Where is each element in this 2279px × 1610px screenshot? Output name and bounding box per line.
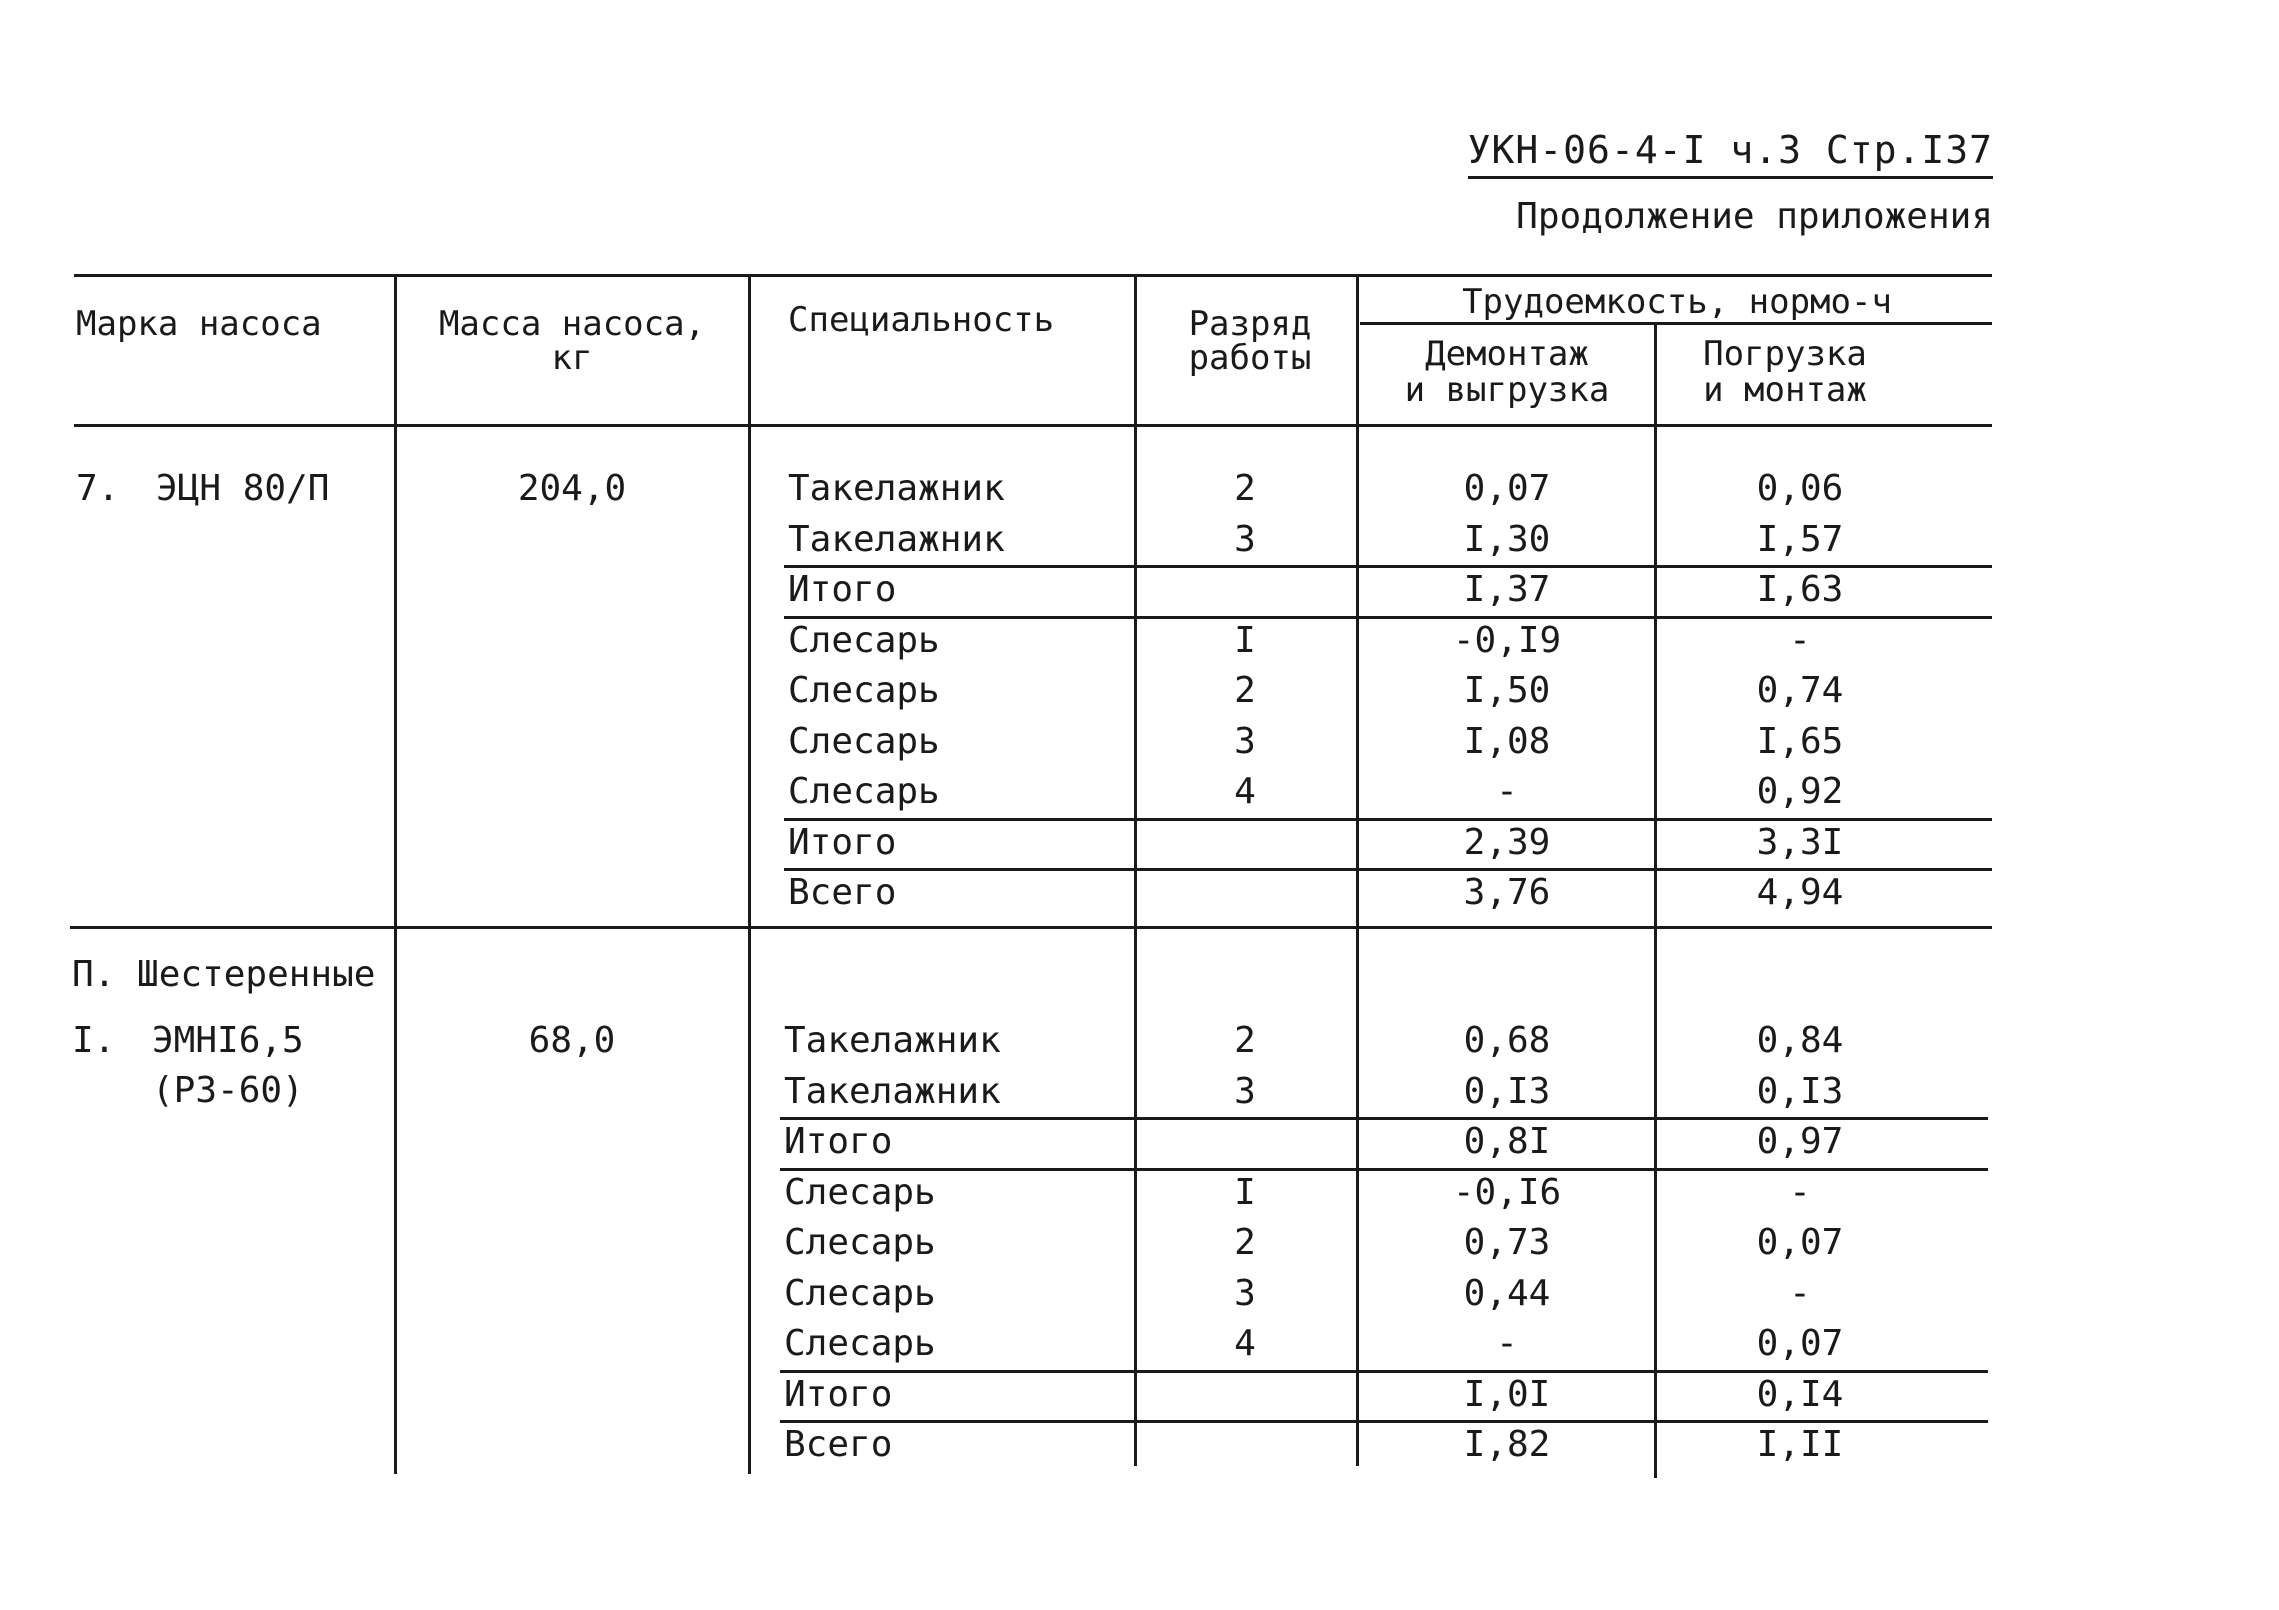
dismount-value-cell: 0,8I [1463, 1121, 1551, 1162]
group-title: П. Шестеренные [72, 954, 376, 995]
loading-value-cell: 0,06 [1756, 468, 1844, 509]
header-mass-line1: Масса насоса, [438, 304, 706, 344]
dismount-value-cell: 0,I3 [1463, 1070, 1551, 1112]
col-divider-2 [748, 274, 751, 1474]
specialty-cell: Итого [788, 569, 897, 610]
specialty-cell: Слесарь [788, 670, 940, 711]
dismount-value-cell: I,0I [1463, 1373, 1551, 1415]
header-bottom-rule [74, 424, 1992, 427]
table-top-rule [74, 274, 1992, 277]
pump-number: 7. [76, 468, 120, 509]
header-labor: Трудоемкость, нормо-ч [1462, 282, 1892, 322]
pump-name: ЭМНI6,5 [152, 1020, 304, 1061]
header-dismount-line1: Демонтаж [1425, 334, 1589, 374]
specialty-cell: Слесарь [788, 720, 940, 762]
specialty-cell: Слесарь [784, 1171, 936, 1213]
specialty-cell: Такелажник [788, 518, 1005, 560]
dismount-value-cell: 0,68 [1463, 1020, 1551, 1061]
loading-value-cell: I,57 [1756, 518, 1844, 560]
grade-cell: I [1234, 1171, 1256, 1213]
dismount-value-cell: -0,I6 [1452, 1171, 1562, 1213]
specialty-cell: Такелажник [784, 1070, 1001, 1112]
header-grade-line2: работы [1188, 338, 1312, 378]
specialty-cell: Слесарь [788, 619, 940, 661]
specialty-cell: Слесарь [784, 1222, 936, 1263]
dismount-value-cell: I,08 [1463, 720, 1551, 762]
specialty-cell: Итого [788, 821, 897, 863]
loading-value-cell: 4,94 [1756, 872, 1844, 913]
subtotal-rule [780, 1420, 1988, 1423]
loading-value-cell: - [1789, 1171, 1811, 1213]
pump-mass: 68,0 [528, 1020, 616, 1061]
loading-value-cell: 0,97 [1756, 1121, 1844, 1162]
loading-value-cell: I,II [1756, 1424, 1844, 1465]
grade-cell: 2 [1234, 1222, 1256, 1263]
subtotal-rule [784, 565, 1992, 568]
pump-model: (РЗ-60) [152, 1070, 304, 1111]
header-dismount-line2: и выгрузка [1404, 370, 1610, 410]
continuation-note: Продолжение приложения [1516, 196, 1993, 237]
specialty-cell: Слесарь [784, 1272, 936, 1314]
pump-name: ЭЦН 80/П [156, 468, 330, 509]
dismount-value-cell: 0,07 [1463, 468, 1551, 509]
specialty-cell: Слесарь [788, 771, 940, 812]
dismount-value-cell: I,30 [1463, 518, 1551, 560]
specialty-cell: Слесарь [784, 1323, 936, 1364]
grade-cell: 3 [1234, 1070, 1256, 1112]
loading-value-cell: 0,I4 [1756, 1373, 1844, 1415]
dismount-value-cell: I,50 [1463, 670, 1551, 711]
section-divider-rule [70, 926, 1992, 929]
header-brand: Марка насоса [76, 304, 322, 344]
subtotal-rule [780, 1370, 1988, 1373]
specialty-cell: Такелажник [788, 468, 1005, 509]
grade-cell: 4 [1234, 1323, 1256, 1364]
specialty-cell: Такелажник [784, 1020, 1001, 1061]
dismount-value-cell: 3,76 [1463, 872, 1551, 913]
dismount-value-cell: 0,44 [1463, 1272, 1551, 1314]
dismount-value-cell: - [1496, 1323, 1518, 1364]
subtotal-rule [780, 1117, 1988, 1120]
subtotal-rule [784, 868, 1992, 871]
pump-mass: 204,0 [517, 468, 627, 509]
specialty-cell: Итого [784, 1121, 893, 1162]
loading-value-cell: 0,84 [1756, 1020, 1844, 1061]
document-page-id: УКН-06-4-I ч.3 Стр.I37 [1468, 128, 1993, 179]
labor-header-rule [1360, 322, 1992, 325]
dismount-value-cell: I,37 [1463, 569, 1551, 610]
specialty-cell: Всего [788, 872, 897, 913]
loading-value-cell: I,63 [1756, 569, 1844, 610]
loading-value-cell: 0,92 [1756, 771, 1844, 812]
specialty-cell: Всего [784, 1424, 893, 1465]
col-divider-5 [1654, 322, 1657, 1478]
loading-value-cell: - [1789, 1272, 1811, 1314]
pump-number: I. [72, 1020, 116, 1061]
subtotal-rule [784, 616, 1992, 619]
col-divider-1 [394, 274, 397, 1474]
dismount-value-cell: - [1496, 771, 1518, 812]
header-mass-line2: кг [551, 338, 593, 378]
dismount-value-cell: 0,73 [1463, 1222, 1551, 1263]
loading-value-cell: 0,07 [1756, 1222, 1844, 1263]
dismount-value-cell: 2,39 [1463, 821, 1551, 863]
header-loading-line2: и монтаж [1703, 370, 1867, 410]
header-specialty: Специальность [788, 300, 1055, 340]
header-loading-line1: Погрузка [1703, 334, 1867, 374]
loading-value-cell: 0,74 [1756, 670, 1844, 711]
grade-cell: 2 [1234, 1020, 1256, 1061]
grade-cell: 3 [1234, 720, 1256, 762]
dismount-value-cell: I,82 [1463, 1424, 1551, 1465]
subtotal-rule [784, 818, 1992, 821]
grade-cell: 2 [1234, 468, 1256, 509]
loading-value-cell: 0,I3 [1756, 1070, 1844, 1112]
loading-value-cell: 3,3I [1756, 821, 1844, 863]
dismount-value-cell: -0,I9 [1452, 619, 1562, 661]
loading-value-cell: - [1789, 619, 1811, 661]
grade-cell: 2 [1234, 670, 1256, 711]
loading-value-cell: I,65 [1756, 720, 1844, 762]
loading-value-cell: 0,07 [1756, 1323, 1844, 1364]
grade-cell: I [1234, 619, 1256, 661]
specialty-cell: Итого [784, 1373, 893, 1415]
grade-cell: 4 [1234, 771, 1256, 812]
header-grade-line1: Разряд [1188, 304, 1312, 344]
grade-cell: 3 [1234, 518, 1256, 560]
subtotal-rule [780, 1168, 1988, 1171]
grade-cell: 3 [1234, 1272, 1256, 1314]
